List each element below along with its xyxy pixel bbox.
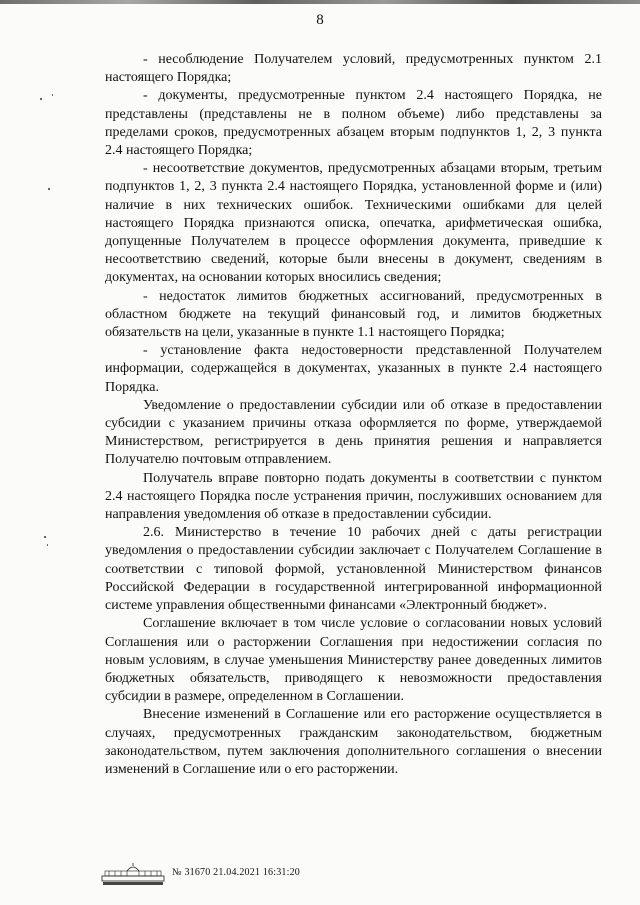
paragraph-1: - несоблюдение Получателем условий, предусмотренных пунктом 2.1 настоящего Порядка; — [105, 52, 602, 86]
page-number: 8 — [316, 12, 324, 28]
paragraph-2: - документы, предусмотренные пунктом 2.4 настоящего Порядка, не представлены (представлены не в полном объеме) либо представлены за пределами сроков, предусмотренных абзацем вторым подпунктов 1, 2, 3 пункта 2.4 настоящего Порядка; — [105, 88, 602, 159]
paragraph-7: Получатель вправе повторно подать документы в соответствии с пунктом 2.4 настоящего Порядка после устранения причин, послуживших основанием для направления уведомления об отказе в предоставлении субсидии. — [105, 470, 602, 523]
paragraph-3: - несоответствие документов, предусмотренных абзацами вторым, третьим подпунктов 1, 2, 3 пункта 2.4 настоящего Порядка, установленной форме и (или) наличие в них технических ошибок. Техническими ошибками для целей настоящего Порядка признаются описка, опечатка, арифметическая ошибка, допущенные Получателем в процессе оформления документа, приведшие к несоответствию сведений, которые были внесены в документ, сведениям в документах, на основании которых вносились сведения; — [105, 161, 602, 286]
scan-speck — [48, 188, 50, 190]
paragraph-10: Внесение изменений в Соглашение или его расторжение осуществляется в случаях, предусмотренных гражданским законодательством, бюджетным законодательством, путем заключения дополнительного соглашения о внесении изменений в Соглашение или о его расторжении. — [105, 707, 602, 777]
scan-speck — [52, 94, 53, 96]
paragraph-9: Соглашение включает в том числе условие о согласовании новых условий Соглашения или о расторжении Соглашения при недостижении согласия по новым условиям, в случае уменьшения Министерству ранее доведенных лимитов бюджетных обязательств, приводящего к невозможности предоставления субсидии в размере, определенном в Соглашении. — [105, 616, 602, 705]
document-body — [105, 51, 602, 779]
building-emblem-icon — [101, 862, 165, 886]
paragraph-4: - недостаток лимитов бюджетных ассигнований, предусмотренных в областном бюджете на текущий финансовый год, и лимитов бюджетных обязательств на цели, указанные в пункте 1.1 настоящего Порядка; — [105, 288, 602, 341]
paragraph-6: Уведомление о предоставлении субсидии или об отказе в предоставлении субсидии с указанием причины отказа оформляется по форме, утверждаемой Министерством, регистрируется в день принятия решения и направляется Получателю почтовым отправлением. — [105, 397, 602, 468]
scan-top-edge — [0, 0, 640, 4]
scan-speck — [40, 98, 42, 100]
paragraph-8: 2.6. Министерство в течение 10 рабочих дней с даты регистрации уведомления о предоставлении субсидии заключает с Получателем Соглашение в соответствии с типовой формой, установленной Министерством финансов Российской Федерации в государственной интегрированной информационной системе управления общественными финансами «Электронный бюджет». — [105, 525, 602, 614]
registration-footer — [101, 862, 521, 886]
registration-number: № 31670 21.04.2021 16:31:20 — [172, 867, 300, 878]
paragraph-5: - установление факта недостоверности представленной Получателем информации, содержащейся в документах, указанных в пункте 2.4 настоящего Порядка. — [105, 343, 602, 395]
scan-speck — [44, 536, 46, 538]
scan-speck — [47, 544, 48, 546]
